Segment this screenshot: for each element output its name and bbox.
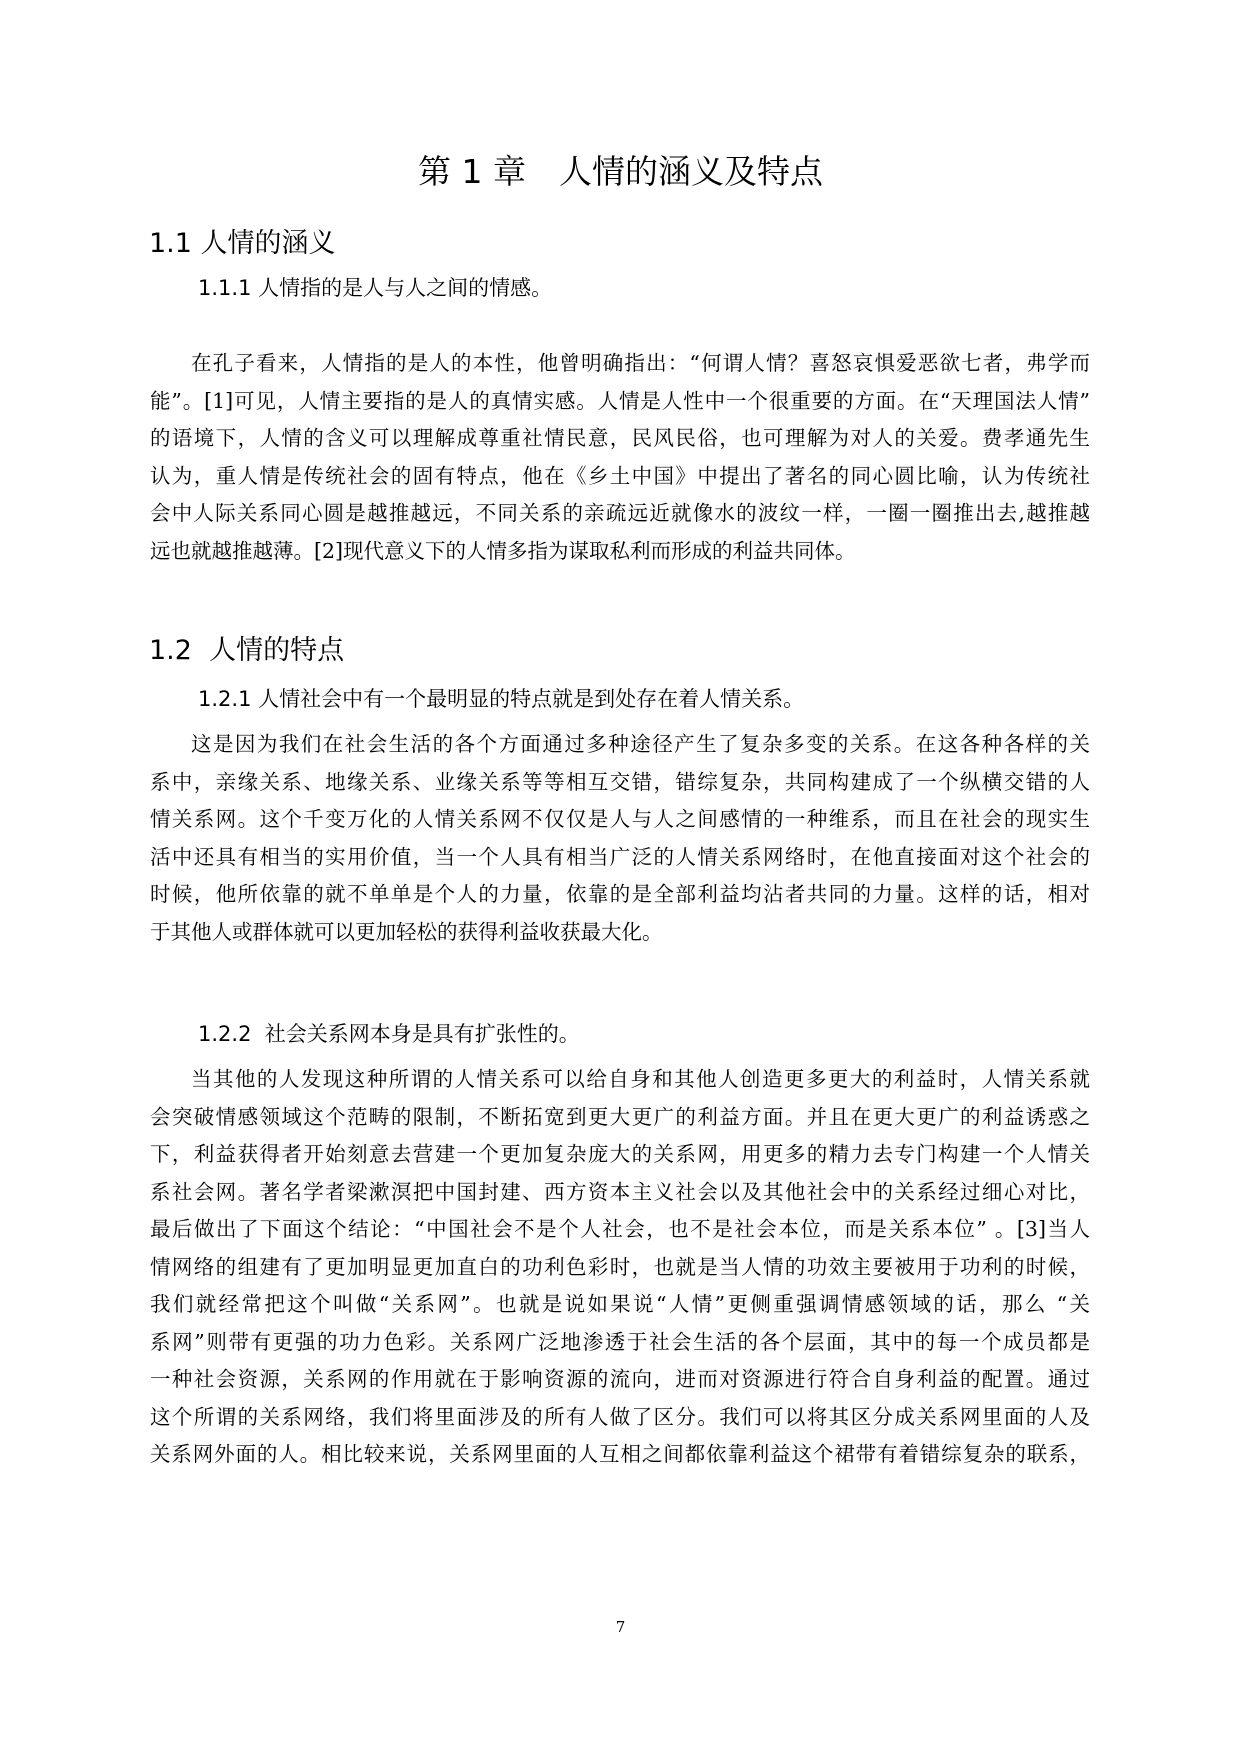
paragraph-line: 最后做出了下面这个结论：“中国社会不是个人社会，也不是社会本位，而是关系本位” 。[3]当人 <box>150 1217 1090 1241</box>
page-number: 7 <box>615 1618 626 1636</box>
paragraph-line: 系中，亲缘关系、地缘关系、业缘关系等等相互交错，错综复杂，共同构建成了一个纵横交错的人 <box>150 769 1090 794</box>
paragraph-line: 的语境下，人情的含义可以理解成尊重社情民意，民风民俗，也可理解为对人的关爱。费孝通先生 <box>150 426 1090 450</box>
paragraph-line: 会突破情感领域这个范畴的限制，不断拓宽到更大更广的利益方面。并且在更大更广的利益诱惑之 <box>150 1104 1090 1129</box>
paragraph-line: 这是因为我们在社会生活的各个方面通过多种途径产生了复杂多变的关系。在这各种各样的关 <box>191 732 1090 756</box>
paragraph-line: 远也就越推越薄。[2]现代意义下的人情多指为谋取私利而形成的利益共同体。 <box>150 538 856 563</box>
paragraph-line: 下，利益获得者开始刻意去营建一个更加复杂庞大的关系网，用更多的精力去专门构建一个人情关 <box>150 1142 1090 1166</box>
paragraph-line: 情网络的组建有了更加明显更加直白的功利色彩时，也就是当人情的功效主要被用于功利的时候， <box>150 1254 1090 1279</box>
paragraph-line: 关系网外面的人。相比较来说，关系网里面的人互相之间都依靠利益这个裙带有着错综复杂的联系， <box>150 1442 1090 1466</box>
paragraph-line: 当其他的人发现这种所谓的人情关系可以给自身和其他人创造更多更大的利益时，人情关系就 <box>191 1067 1090 1091</box>
chapter-title: 第 1 章 人情的涵义及特点 <box>418 152 823 191</box>
paragraph-line: 会中人际关系同心圆是越推越远，不同关系的亲疏远近就像水的波纹一样，一圈一圈推出去,越推越 <box>150 501 1090 525</box>
paragraph-line: 一种社会资源，关系网的作用就在于影响资源的流向，进而对资源进行符合自身利益的配置。通过 <box>150 1367 1090 1391</box>
paragraph-line: 于其他人或群体就可以更加轻松的获得利益收获最大化。 <box>150 919 663 944</box>
subsection-heading-1-2-1: 1.2.1 人情社会中有一个最明显的特点就是到处存在着人情关系。 <box>198 687 805 711</box>
paragraph-1-2-1 <box>150 726 1090 951</box>
paragraph-line: 系网”则带有更强的功力色彩。关系网广泛地渗透于社会生活的各个层面，其中的每一个成员都是 <box>150 1329 1090 1354</box>
paragraph-line: 这个所谓的关系网络，我们将里面涉及的所有人做了区分。我们可以将其区分成关系网里面的人及 <box>150 1404 1090 1429</box>
paragraph-line: 情关系网。这个千变万化的人情关系网不仅仅是人与人之间感情的一种维系，而且在社会的现实生 <box>150 807 1090 831</box>
paragraph-1-1-1 <box>150 345 1090 570</box>
section-heading-1-1: 1.1 人情的涵义 <box>149 228 336 259</box>
paragraph-line: 在孔子看来，人情指的是人的本性，他曾明确指出：“何谓人情？喜怒哀惧爱恶欲七者，弗学而 <box>191 351 1090 375</box>
paragraph-line: 我们就经常把这个叫做“关系网”。也就是说如果说“人情”更侧重强调情感领域的话，那么 “关 <box>150 1292 1090 1316</box>
paragraph-line: 时候，他所依靠的就不单单是个人的力量，依靠的是全部利益均沾者共同的力量。这样的话，相对 <box>150 882 1090 906</box>
paragraph-1-2-2 <box>150 1061 1090 1474</box>
subsection-heading-1-1-1: 1.1.1 人情指的是人与人之间的情感。 <box>198 276 553 300</box>
paragraph-line: 活中还具有相当的实用价值，当一个人具有相当广泛的人情关系网络时，在他直接面对这个社会的 <box>150 844 1090 869</box>
paragraph-line: 能”。[1]可见，人情主要指的是人的真情实感。人情是人性中一个很重要的方面。在“天理国法人情” <box>150 388 1090 413</box>
paragraph-line: 系社会网。著名学者梁漱溟把中国封建、西方资本主义社会以及其他社会中的关系经过细心对比， <box>150 1179 1090 1204</box>
subsection-heading-1-2-2: 1.2.2 社会关系网本身是具有扩张性的。 <box>198 1022 580 1046</box>
paragraph-line: 认为，重人情是传统社会的固有特点，他在《乡土中国》中提出了著名的同心圆比喻，认为传统社 <box>150 463 1090 488</box>
section-heading-1-2: 1.2 人情的特点 <box>149 635 345 666</box>
